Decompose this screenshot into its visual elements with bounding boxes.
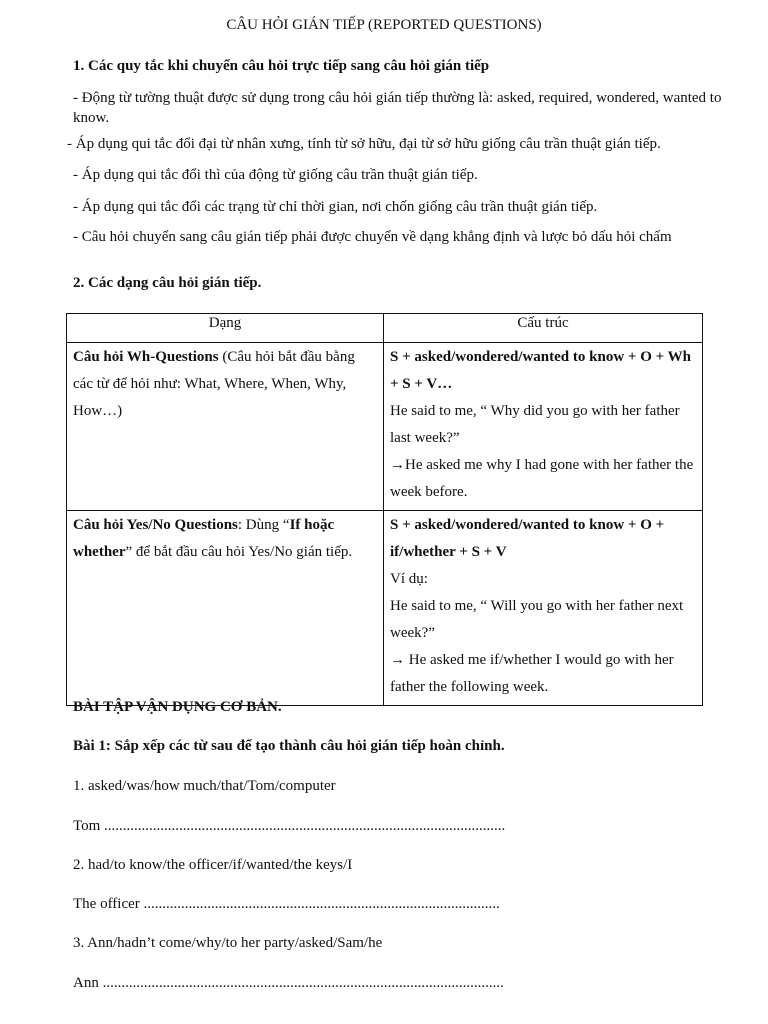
rule-4: - Áp dụng qui tắc đổi các trạng từ chỉ thời gian, nơi chốn giống câu trần thuật gián tiếp. [73,199,598,215]
wh-example-direct: He said to me, “ Why did you go with her father last week?” [390,403,680,446]
wh-type-desc: (Câu hỏi bắt đầu bằng các từ để hỏi như: What, Where, When, Why, How…) [73,349,355,419]
rule-5: - Câu hỏi chuyển sang câu gián tiếp phải được chuyển về dạng khẳng định và lược bỏ dấu hỏi chấm [73,229,672,245]
yesno-formula: S + asked/wondered/wanted to know + O + if/whether + S + V [390,517,665,560]
page-title: CÂU HỎI GIÁN TIẾP (REPORTED QUESTIONS) [226,17,542,33]
section1-heading: 1. Các quy tắc khi chuyển câu hỏi trực tiếp sang câu hỏi gián tiếp [73,58,490,74]
yesno-example-reported: → He asked me if/whether I would go with her father the following week. [390,652,674,695]
rule-1: - Động từ tường thuật được sử dụng trong câu hỏi gián tiếp thường là: asked, required, wondered, wanted to know. [73,90,722,126]
structure-cell-wh [384,343,703,511]
rule-2: - Áp dụng qui tắc đổi đại từ nhân xưng, tính từ sở hữu, đại từ sở hữu giống câu trần thuật gián tiếp. [67,136,661,152]
answer-line[interactable]: Tom ........................................................................................................... [73,818,506,834]
practice-heading: BÀI TẬP VẬN DỤNG CƠ BẢN. [73,699,282,715]
yesno-example-direct: He said to me, “ Will you go with her father next week?” [390,598,684,641]
yesno-type-label: Câu hỏi Yes/No Questions [73,517,238,533]
type-cell-yesno [67,511,384,706]
wh-type-label: Câu hỏi Wh-Questions [73,349,219,365]
table-header-row [67,314,703,343]
structure-cell-yesno [384,511,703,706]
wh-example-reported: →He asked me why I had gone with her father the week before. [390,457,694,500]
table-row [67,511,703,706]
header-structure: Cấu trúc [384,314,703,343]
yesno-example-label: Ví dụ: [390,571,428,587]
exercise-prompt: 3. Ann/hadn’t come/why/to her party/asked/Sam/he [73,935,383,951]
exercise-prompt: 2. had/to know/the officer/if/wanted/the keys/I [73,857,353,873]
section2-heading: 2. Các dạng câu hỏi gián tiếp. [73,275,262,291]
question-types-table [66,313,703,706]
answer-line[interactable]: The officer ............................................................................................... [73,896,500,912]
wh-formula: S + asked/wondered/wanted to know + O + Wh + S + V… [390,349,691,392]
exercise-title: Bài 1: Sắp xếp các từ sau để tạo thành câu hỏi gián tiếp hoàn chỉnh. [73,738,505,754]
rule-3: - Áp dụng qui tắc đổi thì của động từ giống câu trần thuật gián tiếp. [73,167,478,183]
table-row [67,343,703,511]
answer-line[interactable]: Ann ........................................................................................................... [73,975,504,991]
exercise-prompt: 1. asked/was/how much/that/Tom/computer [73,778,336,794]
yesno-type-desc-1: : Dùng “ [237,517,290,533]
type-cell-wh [67,343,384,511]
header-type: Dạng [67,314,384,343]
yesno-type-keyword: If hoặc whether [73,517,335,560]
yesno-type-desc-2: ” để bắt đầu câu hỏi Yes/No gián tiếp. [125,544,353,560]
